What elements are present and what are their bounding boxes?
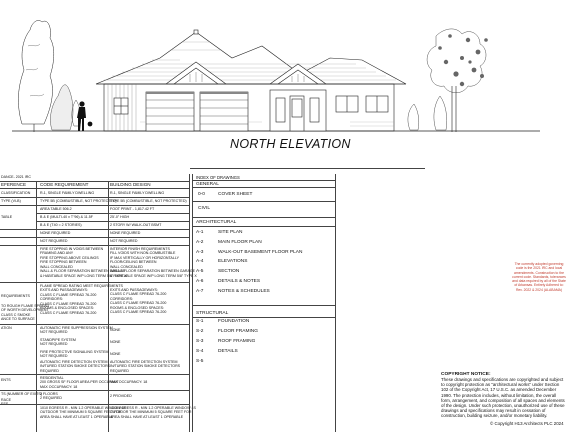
- exits-design: 2 PROVIDED: [110, 394, 132, 398]
- flame-ref-label: REQUIREMENTS: [1, 294, 30, 298]
- alarm-req: AUTOMATIC FIRE DETECTION SYSTEM IN/TURED STATION SMOKE DETECTORS REQUIRED: [40, 360, 111, 373]
- fire-block-req: FIRE STOPPING IN VOIDS BETWEEN FRAMING AND ANY FIRE STOPPING ABOVE CEILINGS FIRE STOPPING BETWEEN WALL CONCEALED WALL & FLOOR SEPARATION BETWEEN GARAGE & HABITABLE SPACE W/P LONG TERM 5/8" TYPE X: [40, 247, 127, 278]
- fire-block-design: INTERIOR FINISH REQUIREMENTS FILL VOIDS WITH NON-COMBUSTIBLE IF MAX VERTICALLY OR HORIZONTALLY FLOOR/CEILING BETWEEN WALL CONCEALED WALL & FLOOR SEPARATION BETWEEN GARAGE & HABITABLE SPACE W/P LONG TERM 5/8" TYPE X: [110, 247, 197, 278]
- index-civil-label: CIVIL: [198, 206, 210, 211]
- table-row-design: 25'-0" HIGH: [110, 215, 130, 219]
- occupancy-ref: ENTS: [1, 378, 11, 382]
- table-row-req: AREA TABLE 506.2: [40, 207, 72, 211]
- architectural-list: [196, 230, 332, 299]
- drawing-index: [192, 174, 336, 432]
- flame-req: FLAME SPREAD RATING MEET REQUIREMENTS EXITS AND PASSAGEWAYS: CLASS C FLAME SPREAD 76-200 CORRIDORS: CLASS C FLAME SPREAD 76-200 ROOMS & ENCLOSED SPACES: CLASS C FLAME SPREAD 76-200: [40, 284, 123, 315]
- egress-req: 1010 EGRESS R - MIN 1.2 OPERABLE WINDOW 4S OUTDOOR THE MINIMUM 5 SQUARE FEET FOR AREA SHALL HAVE AT LEAST 1 OPERABLE: [40, 406, 126, 419]
- drawing-title: NORTH ELEVATION: [230, 137, 351, 151]
- copyright-body: These drawings and specifications are copyrighted and subject to copyright protection as "architectural works" under Section 102 of the Copyright Act, 17 U.S.C. as amended December 1990. The protection includes, without limitation, the overall form, arrangement, and composition of all spaces and elements of the design. Under such protection, unauthorized use of these drawings and specifications may result in cessation of construction, building seizure, and/or monetary liability.: [441, 377, 565, 419]
- index-title: INDEX OF DRAWINGS: [196, 175, 240, 180]
- occupancy-req-list: RESIDENTIAL 200 GROSS SF FLOOR AREA PER OCCUPANT MAX OCCUPANCY: 18: [40, 376, 119, 389]
- table-row-design: FOOT PRINT - 1,817.42 FT: [110, 207, 155, 211]
- table-row-design: TYPE 5B (COMBUSTIBLE, NOT PROTECTED): [110, 199, 187, 203]
- col-reference: EFERENCE: [1, 182, 27, 187]
- egress-design: 1010 EGRESS R - MIN 1.2 OPERABLE WINDOW 4S OUTDOOR THE MINIMUM 5 SQUARE FEET FOR AREA SHALL HAVE AT LEAST 1 OPERABLE: [110, 406, 196, 419]
- table-row-design: R-1, SINGLE FAMILY DWELLING: [110, 191, 165, 195]
- code-compliance-note: The currently adopted governing code is the 2021 IRC and local amendments. Construction to the current code. Standards, tolerances and data required by all of the State of Arkansas. Entirely Adhered to: Rev. 2022 & 2024 (ALABAMA): [512, 262, 566, 292]
- sheet-number: 0-0: [198, 192, 205, 197]
- index-structural-label: STRUCTURAL: [196, 311, 229, 316]
- copyright-title: COPYRIGHT NOTICE:: [441, 372, 491, 377]
- list-item: S-5: [196, 359, 204, 364]
- table-row-req: B & E (MULTI-40 x T''96) & 11.5F: [40, 215, 93, 219]
- col-code-requirement: CODE REQUIREMENT: [40, 182, 89, 187]
- list-item: A-2 MAIN FLOOR PLAN: [196, 239, 262, 245]
- flame-ref: TO ROUGH FLAME SPREAD OF WORTH DEVELOPMENT CLASS C SMOKE ANCE TO SURFACE: [1, 304, 50, 322]
- standpipe-design: NONE: [110, 340, 121, 344]
- list-item: S-2 FLOOR FRAMING: [196, 329, 258, 334]
- flame-design: EXITS AND PASSAGEWAYS: CLASS C FLAME SPREAD 76-200 CORRIDORS: CLASS C FLAME SPREAD 76-200 ROOMS & ENCLOSED SPACES: CLASS C FLAME SPREAD 76-200: [110, 288, 167, 315]
- list-item: A-6 DETAILS & NOTES: [196, 278, 261, 284]
- list-item: S-3 ROOF FRAMING: [196, 339, 256, 344]
- table-row-req: TYPE 5B (COMBUSTIBLE, NOT PROTECTED): [40, 199, 117, 203]
- list-item: A-5 SECTION: [196, 269, 240, 275]
- sheet-name: COVER SHEET: [218, 192, 253, 197]
- sprinkler-req: AUTOMATIC FIRE SUPPRESSION SYSTEM NOT REQUIRED: [40, 326, 113, 335]
- sprinkler-design: NONE: [110, 328, 121, 332]
- table-row-req: NOT REQUIRED: [40, 239, 68, 243]
- standpipe-req: STANDPIPE SYSTEM NOT REQUIRED: [40, 338, 76, 347]
- title-underline: [190, 168, 425, 169]
- list-item: A-3 WALK-OUT BASEMENT FLOOR PLAN: [196, 249, 303, 255]
- occupancy-design: MAX OCCUPANCY: 18: [110, 380, 148, 384]
- list-item: S-4 DETAILS: [196, 349, 238, 354]
- list-item: A-1 SITE PLAN: [196, 230, 243, 235]
- col-building-design: BUILDING DESIGN: [110, 182, 151, 187]
- list-item: S-1 FOUNDATION: [196, 319, 250, 324]
- index-architectural-label: ARCHITECTURAL: [196, 220, 237, 225]
- copyright-footer: © Copyright H13 Architects PLC 2024: [490, 421, 564, 426]
- table-row-ref: CLASSIFICATION: [1, 191, 31, 195]
- table-row-req: R-1, SINGLE FAMILY DWELLING: [40, 191, 95, 195]
- exits-req: 2 FLOORS 2 REQUIRED: [40, 392, 62, 401]
- table-row-design: 2 STORY W/ WALK-OUT BSMT: [110, 223, 162, 227]
- table-row-design: NOT REQUIRED: [110, 239, 138, 243]
- code-table: [0, 174, 197, 432]
- signaling-req: FIRE PROTECTIVE SIGNALING SYSTEM NOT REQUIRED: [40, 350, 109, 359]
- table-row-ref: TABLE: [1, 215, 13, 219]
- list-item: A-4 ELEVATIONS: [196, 259, 248, 265]
- signaling-design: NONE: [110, 352, 121, 356]
- table-row-ref: TYPE (VI-B): [1, 199, 21, 203]
- exits-ref-label: TS (NUMBER OF EXITS): [1, 392, 42, 396]
- copyright-notice: [441, 372, 566, 419]
- structural-list: [196, 319, 332, 369]
- list-item: A-7 NOTES & SCHEDULES: [196, 288, 270, 294]
- sprinkler-ref: ATION: [1, 326, 12, 330]
- alarm-design: AUTOMATIC FIRE DETECTION SYSTEM IN/TURED STATION SMOKE DETECTORS REQUIRED: [110, 360, 181, 373]
- table-row-req: NONE REQUIRED: [40, 231, 71, 235]
- index-general-label: GENERAL: [196, 182, 219, 187]
- table-row-design: NONE REQUIRED: [110, 231, 141, 235]
- table-row-req: B & E (T40 = 2 STORIES): [40, 223, 82, 227]
- code-version: DANCE- 2021 IRC: [1, 175, 31, 179]
- exits-ref: RACE ESS: [1, 398, 11, 407]
